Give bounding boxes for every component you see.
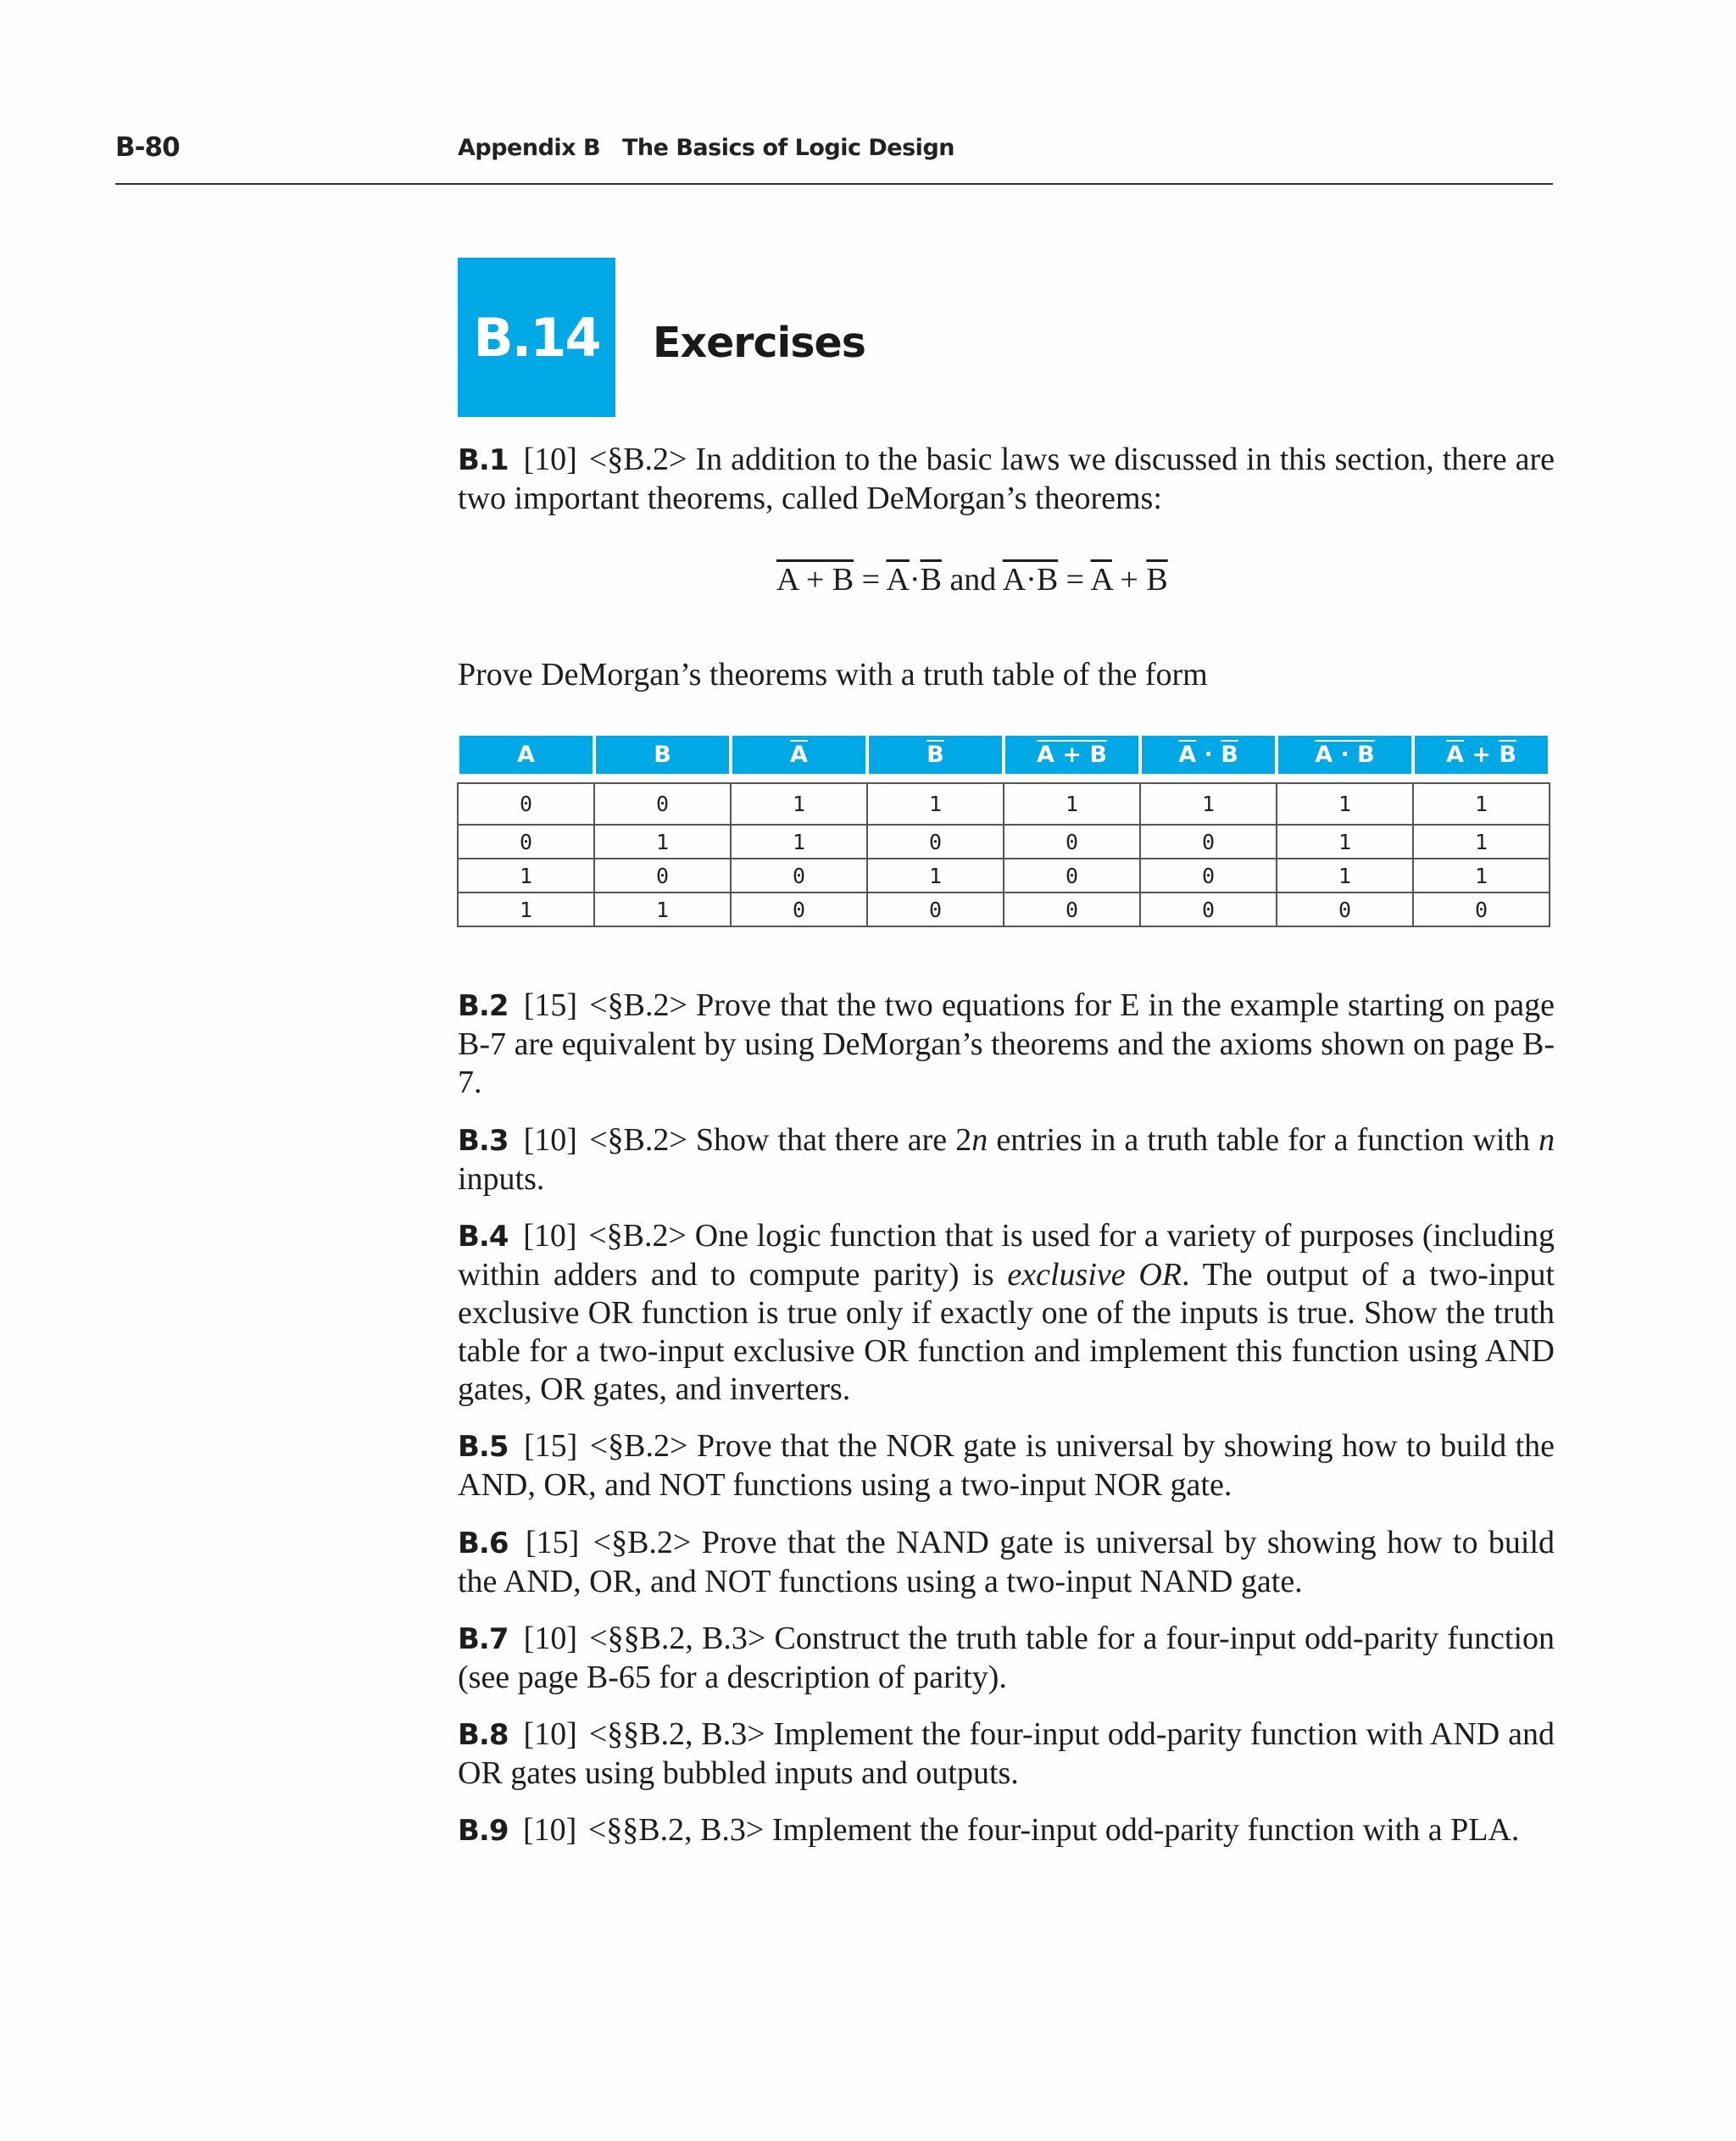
exercise-points: [10] — [523, 1716, 577, 1752]
exercise-points: [10] — [523, 1218, 577, 1254]
table-row — [458, 859, 1550, 893]
col-abar-and-bbar: $\overline{A} \cdot \overline{B}$ — [1140, 736, 1277, 774]
table-cell: 1 — [1004, 783, 1140, 825]
exercise-points: [15] — [525, 1525, 580, 1560]
exercise-points: [10] — [523, 1812, 577, 1848]
chapter-title: The Basics of Logic Design — [622, 135, 954, 161]
eq-a-bar: $\overline{A}$ — [886, 562, 910, 598]
section-number: B.14 — [473, 306, 600, 369]
exercise-label: B.6 — [458, 1527, 509, 1560]
prove-instruction: Prove DeMorgan’s theorems with a truth table of the form — [458, 657, 1208, 692]
table-cell: 1 — [1277, 783, 1413, 825]
exercise-italic-2: n — [1538, 1122, 1555, 1158]
exercise-text: Prove that the NAND gate is universal by showing how to build the AND, OR, and NOT functions using a two-input NAND gate. — [458, 1525, 1555, 1599]
table-cell: 1 — [731, 825, 867, 859]
exercise-text: Construct the truth table for a four-input odd-parity function (see page B-65 for a description of parity). — [458, 1621, 1555, 1695]
eq-lhs1: A + B — [776, 562, 854, 598]
exercise-points: [15] — [523, 987, 578, 1023]
eq-b-bar-2: $\overline{B}$ — [1146, 562, 1168, 598]
table-cell: 1 — [867, 783, 1004, 825]
exercise-b5 — [458, 1427, 1555, 1504]
table-cell: 0 — [731, 859, 867, 893]
page-number: B-80 — [115, 132, 180, 163]
exercise-b8 — [458, 1716, 1555, 1793]
demorgan-equation — [776, 561, 1168, 598]
table-row — [458, 893, 1550, 926]
exercise-text: Implement the four-input odd-parity function with a PLA. — [771, 1812, 1520, 1848]
exercise-ref: <§§B.2, B.3> — [588, 1716, 765, 1752]
header-text: $\overline{B}$ — [926, 742, 944, 768]
table-cell: 1 — [1413, 783, 1550, 825]
eq-lhs2: A·B — [1002, 562, 1059, 598]
exercise-b9 — [458, 1811, 1555, 1850]
exercise-label: B.9 — [458, 1814, 509, 1848]
exercise-label: B.3 — [458, 1124, 509, 1158]
table-cell: 0 — [1413, 893, 1550, 926]
eq-dot: · — [909, 562, 921, 598]
table-cell: 0 — [458, 825, 594, 859]
exercise-label: B.8 — [458, 1718, 509, 1752]
section-title: Exercises — [653, 319, 865, 367]
exercise-points: [15] — [523, 1428, 578, 1464]
table-cell: 1 — [458, 893, 594, 926]
eq-a-bar-2: $\overline{A}$ — [1090, 562, 1112, 598]
table-cell: 0 — [594, 783, 731, 825]
exercise-ref: <§B.2> — [588, 1218, 687, 1254]
exercise-ref: <§B.2> — [589, 1428, 688, 1464]
exercise-points: [10] — [523, 1621, 577, 1656]
table-cell: 1 — [594, 825, 731, 859]
table-cell: 1 — [1140, 783, 1277, 825]
exercise-label: B.2 — [458, 989, 509, 1023]
table-cell: 0 — [458, 783, 594, 825]
truth-table-header — [458, 736, 1550, 774]
table-cell: 1 — [731, 783, 867, 825]
exercise-label: B.5 — [458, 1430, 509, 1464]
table-row — [458, 783, 1550, 825]
table-cell: 1 — [458, 859, 594, 893]
exercise-text-end: inputs. — [458, 1161, 545, 1197]
col-a: A — [458, 736, 594, 774]
table-cell: 0 — [1004, 859, 1140, 893]
exercise-b3 — [458, 1121, 1555, 1198]
exercise-label: B.7 — [458, 1622, 509, 1656]
table-cell: 0 — [867, 825, 1004, 859]
exercise-ref: <§§B.2, B.3> — [589, 1621, 766, 1656]
col-a-and-b-bar — [1277, 736, 1413, 774]
table-cell: 0 — [1004, 825, 1140, 859]
exercise-ref: <§B.2> — [589, 1122, 687, 1158]
table-cell: 1 — [867, 859, 1004, 893]
exercise-text: One logic function that is used for a variety of purposes (including within adders and to compute parity) is — [458, 1218, 1555, 1293]
header-text: $\overline{A}$ — [790, 742, 808, 768]
exercise-b4 — [458, 1217, 1555, 1409]
eq-b-bar: $\overline{B}$ — [920, 562, 942, 598]
table-cell: 1 — [594, 893, 731, 926]
truth-table — [456, 736, 1551, 927]
col-b-bar — [867, 736, 1004, 774]
exercise-italic: n — [971, 1122, 988, 1158]
exercise-ref: <§B.2> — [593, 1525, 692, 1560]
exercise-text: Prove that the two equations for E in the example starting on page B-7 are equivalent by using DeMorgan’s theorems and the axioms shown on page B-7. — [458, 987, 1555, 1100]
table-cell: 0 — [867, 893, 1004, 926]
table-cell: 0 — [1140, 859, 1277, 893]
col-b: B — [594, 736, 731, 774]
section-number-box — [458, 258, 615, 417]
table-cell: 0 — [731, 893, 867, 926]
appendix-label: Appendix B — [458, 135, 601, 161]
header-text: A + B — [1037, 742, 1107, 768]
table-cell: 1 — [1413, 859, 1550, 893]
exercise-text: Prove that the NOR gate is universal by showing how to build the AND, OR, and NOT functions using a two-input NOR gate. — [458, 1428, 1555, 1503]
table-cell: 0 — [1140, 825, 1277, 859]
exercise-ref: <§B.2> — [588, 442, 687, 477]
exercise-points: [10] — [523, 442, 577, 477]
eq-sign-2: = — [1058, 562, 1091, 598]
eq-and: and — [941, 562, 1003, 598]
table-cell: 1 — [1277, 825, 1413, 859]
running-header — [115, 132, 1553, 185]
exercise-italic: exclusive OR — [1007, 1257, 1182, 1293]
eq-sign: = — [854, 562, 887, 598]
exercise-label: B.1 — [458, 443, 509, 477]
table-cell: 0 — [594, 859, 731, 893]
exercise-b6 — [458, 1524, 1555, 1601]
table-cell: 1 — [1277, 859, 1413, 893]
header-text: A · B — [1315, 742, 1375, 768]
exercise-points: [10] — [523, 1122, 577, 1158]
exercise-ref: <§§B.2, B.3> — [587, 1812, 765, 1848]
exercise-text-cont: entries in a truth table for a function with — [988, 1122, 1530, 1158]
exercise-text-cont: . The output of a two-input exclusive OR function is true only if exactly one of the inputs is true. Show the truth table for a two-input exclusive OR function and implement this function using AND gates, OR gates, and inverters. — [458, 1257, 1555, 1407]
eq-plus: + — [1111, 562, 1147, 598]
table-cell: 1 — [1413, 825, 1550, 859]
col-a-or-b-bar — [1004, 736, 1140, 774]
exercise-text: In addition to the basic laws we discussed in this section, there are two important theorems, called DeMorgan’s theorems: — [458, 442, 1555, 516]
exercise-label: B.4 — [458, 1220, 509, 1254]
exercise-text: Implement the four-input odd-parity function with AND and OR gates using bubbled inputs and outputs. — [458, 1716, 1555, 1791]
exercise-ref: <§B.2> — [589, 987, 687, 1023]
table-cell: 0 — [1277, 893, 1413, 926]
exercise-b7 — [458, 1620, 1555, 1697]
exercise-b1 — [458, 441, 1555, 518]
exercise-text: Show that there are 2 — [695, 1122, 972, 1158]
table-cell: 0 — [1140, 893, 1277, 926]
col-abar-or-bbar: $\overline{A} + \overline{B}$ — [1413, 736, 1550, 774]
table-cell: 0 — [1004, 893, 1140, 926]
exercise-b2 — [458, 987, 1555, 1102]
table-row — [458, 825, 1550, 859]
col-a-bar — [731, 736, 867, 774]
